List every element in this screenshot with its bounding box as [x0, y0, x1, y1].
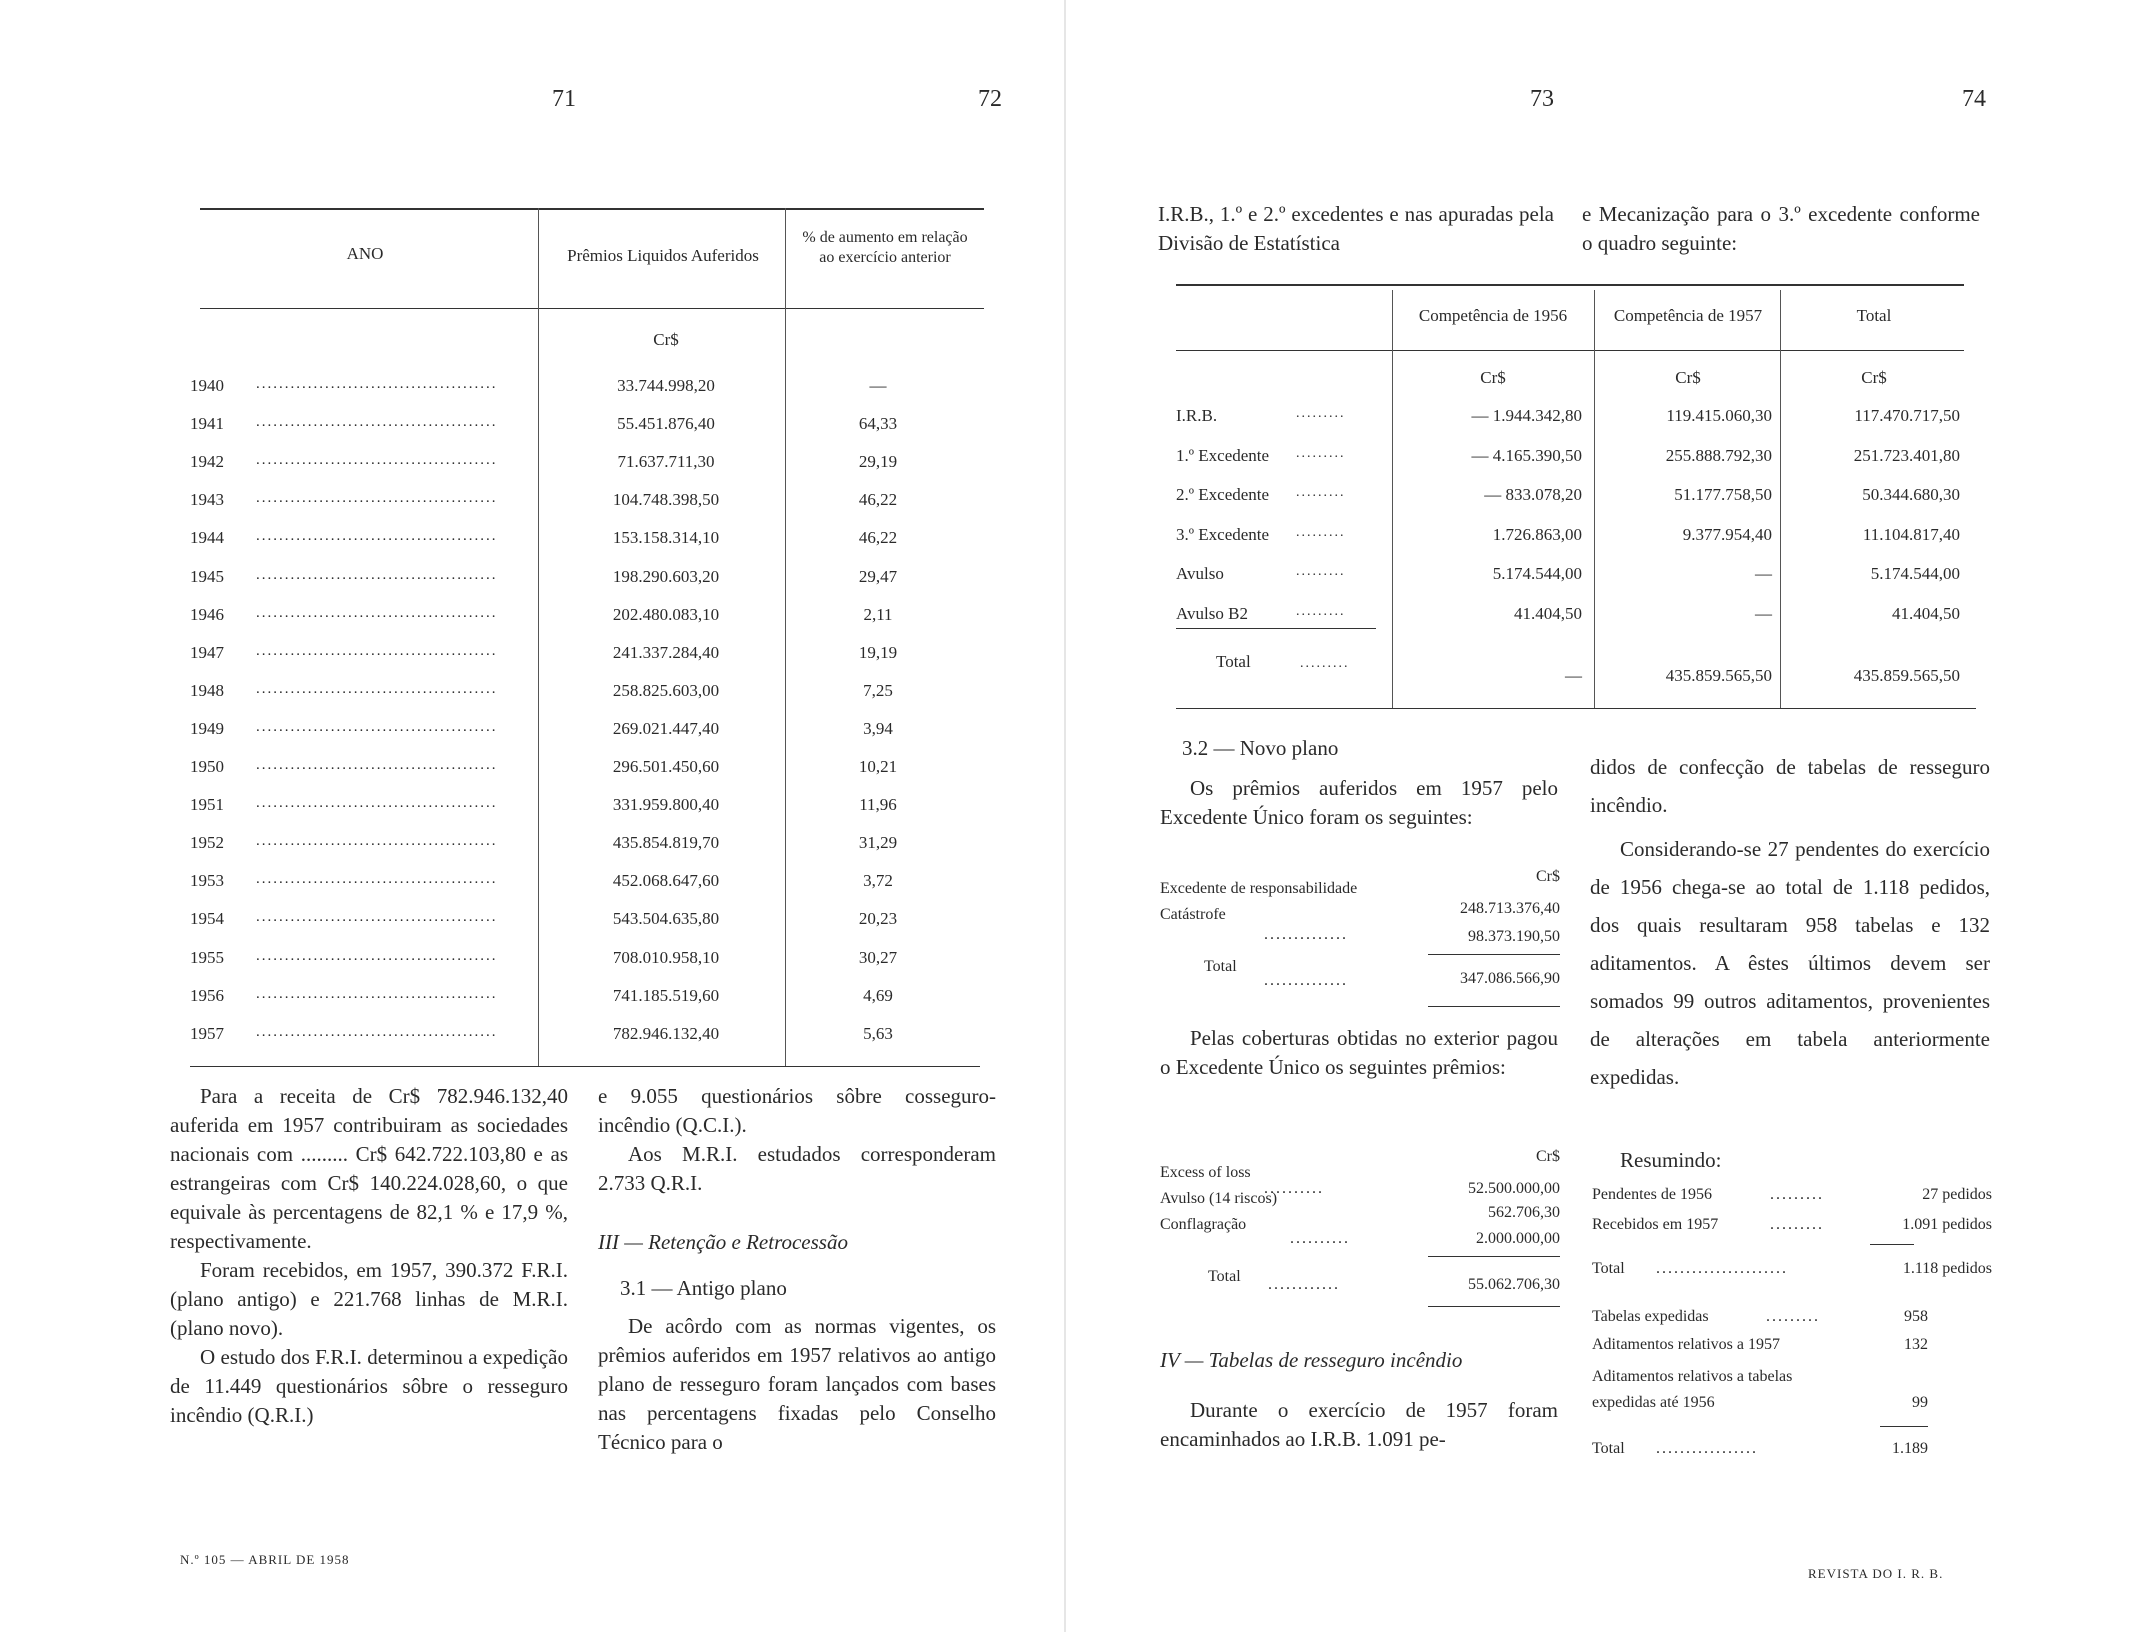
- leader-dots: ..........................................: [256, 719, 498, 735]
- paragraph: De acôrdo com as normas vigentes, os prêmios auferidos em 1957 relativos ao antigo plano de resseguro foram lançados com bases nas percentagens fixadas pelo Conselho Técnico para o: [598, 1314, 996, 1454]
- col3-text-1: [1160, 774, 1558, 832]
- row-year: 1940: [190, 376, 224, 395]
- paragraph: Foram recebidos, em 1957, 390.372 F.R.I. (plano antigo) e 221.768 linhas de M.R.I. (plano novo).: [170, 1258, 568, 1340]
- row-total: 41.404,50: [1892, 604, 1960, 623]
- item-value: 52.500.000,00: [1468, 1180, 1560, 1197]
- header-1956: Competência de 1956: [1418, 306, 1568, 325]
- row-1956: — 833.078,20: [1484, 485, 1582, 504]
- paragraph: Durante o exercício de 1957 foram encaminhados ao I.R.B. 1.091 pe-: [1160, 1398, 1558, 1451]
- row-label: Avulso: [1176, 564, 1224, 583]
- leader-dots: ..........................................: [256, 681, 498, 697]
- row-premios: 55.451.876,40: [617, 414, 715, 433]
- paragraph: I.R.B., 1.º e 2.º excedentes e nas apuradas pela Divisão de Estatística: [1158, 202, 1554, 255]
- item-label: Tabelas expedidas: [1592, 1308, 1709, 1325]
- row-premios: 782.946.132,40: [612, 1024, 720, 1043]
- row-premios: 258.825.603,00: [612, 681, 720, 700]
- row-year: 1941: [190, 414, 224, 433]
- row-premios: 543.504.635,80: [612, 909, 720, 928]
- col2-text: [598, 1082, 996, 1198]
- total-label: Total: [1204, 958, 1237, 975]
- row-pct: 20,23: [858, 909, 898, 928]
- row-year: 1953: [190, 871, 224, 890]
- item-value: 958: [1904, 1308, 1928, 1325]
- page-number-74: 74: [1962, 86, 1986, 112]
- leader-dots: ..........................................: [256, 1024, 498, 1040]
- row-year: 1946: [190, 605, 224, 624]
- currency-label: Cr$: [1675, 368, 1701, 387]
- row-1957: 9.377.954,40: [1682, 525, 1772, 544]
- currency-label: Cr$: [1480, 368, 1506, 387]
- row-premios: 452.068.647,60: [612, 871, 720, 890]
- table-divider: [1392, 290, 1393, 708]
- leader-dots: ..........: [1290, 1230, 1350, 1247]
- row-pct: 7,25: [863, 681, 893, 700]
- row-year: 1948: [190, 681, 224, 700]
- footer-journal: REVISTA DO I. R. B.: [1808, 1566, 1944, 1581]
- leader-dots: .........: [1770, 1216, 1824, 1233]
- row-label: 3.º Excedente: [1176, 525, 1270, 544]
- row-pct: 2,11: [863, 605, 893, 624]
- table-bottom-rule: [1176, 708, 1976, 709]
- subsection-3-1: 3.1 — Antigo plano: [620, 1276, 787, 1300]
- header-1957: Competência de 1957: [1613, 306, 1763, 325]
- item-value: 27 pedidos: [1922, 1186, 1992, 1203]
- row-pct: 10,21: [858, 757, 898, 776]
- row-pct: 64,33: [858, 414, 898, 433]
- item-value: 99: [1912, 1394, 1928, 1411]
- row-year: 1950: [190, 757, 224, 776]
- row-pct: 4,69: [863, 986, 893, 1005]
- table-divider: [785, 208, 786, 1066]
- row-year: 1952: [190, 833, 224, 852]
- currency-label: Cr$: [1536, 1148, 1560, 1165]
- leader-dots: ..............: [1264, 972, 1348, 989]
- row-year: 1943: [190, 490, 224, 509]
- row-year: 1957: [190, 1024, 224, 1043]
- leader-dots: .........: [1296, 406, 1346, 421]
- total-label: Total: [1592, 1260, 1625, 1277]
- row-premios: 296.501.450,60: [612, 757, 720, 776]
- table-divider: [1780, 290, 1781, 708]
- col3-text-2: [1160, 1024, 1558, 1082]
- leader-dots: ..........................................: [256, 757, 498, 773]
- row-pct: 3,94: [863, 719, 893, 738]
- row-year: 1945: [190, 567, 224, 586]
- total-value: 347.086.566,90: [1460, 970, 1560, 987]
- row-pct: 46,22: [858, 490, 898, 509]
- row-1957: 119.415.060,30: [1666, 406, 1772, 425]
- table-divider: [538, 208, 539, 1066]
- row-1956: 1.726.863,00: [1492, 525, 1582, 544]
- table-subtotal-rule: [1176, 628, 1376, 629]
- item-label: Pendentes de 1956: [1592, 1186, 1712, 1203]
- row-pct: 29,47: [858, 567, 898, 586]
- leader-dots: ......................: [1656, 1260, 1788, 1277]
- row-1956: — 4.165.390,50: [1471, 446, 1582, 465]
- row-pct: 31,29: [858, 833, 898, 852]
- row-year: 1951: [190, 795, 224, 814]
- item-value: 98.373.190,50: [1468, 928, 1560, 945]
- col3-text-3: [1160, 1396, 1558, 1454]
- page-number-72: 72: [978, 86, 1002, 112]
- item-value: 562.706,30: [1488, 1204, 1560, 1221]
- row-premios: 104.748.398,50: [612, 490, 720, 509]
- row-year: 1942: [190, 452, 224, 471]
- row-premios: 241.337.284,40: [612, 643, 720, 662]
- leader-dots: ..........................................: [256, 376, 498, 392]
- row-total: 251.723.401,80: [1853, 446, 1960, 465]
- header-ano: ANO: [346, 244, 384, 263]
- row-total: 5.174.544,00: [1870, 564, 1960, 583]
- row-total: 50.344.680,30: [1862, 485, 1960, 504]
- currency-label: Cr$: [653, 330, 679, 349]
- row-1956: 41.404,50: [1514, 604, 1582, 623]
- row-year: 1944: [190, 528, 224, 547]
- item-value: 2.000.000,00: [1476, 1230, 1560, 1247]
- row-pct: —: [869, 376, 887, 395]
- leader-dots: ..........................................: [256, 490, 498, 506]
- sum-rule: [1880, 1426, 1928, 1427]
- row-pct: 46,22: [858, 528, 898, 547]
- col4-top: [1582, 200, 1980, 258]
- row-premios: 153.158.314,10: [612, 528, 720, 547]
- leader-dots: ..........................................: [256, 948, 498, 964]
- item-label: Catástrofe: [1160, 906, 1226, 923]
- header-premios: Prêmios Liquidos Auferidos: [567, 246, 759, 265]
- item-label: Avulso (14 riscos): [1160, 1190, 1278, 1207]
- row-year: 1954: [190, 909, 224, 928]
- leader-dots: ..........................................: [256, 528, 498, 544]
- total-value: 1.118 pedidos: [1902, 1260, 1992, 1277]
- sum-rule: [1428, 954, 1560, 955]
- row-premios: 435.854.819,70: [612, 833, 720, 852]
- row-label: Total: [1216, 652, 1251, 671]
- row-label: 2.º Excedente: [1176, 485, 1270, 504]
- total-total: 435.859.565,50: [1853, 666, 1960, 685]
- header-total: Total: [1856, 306, 1892, 325]
- leader-dots: .........: [1296, 485, 1346, 500]
- resumindo-label: Resumindo:: [1620, 1148, 1722, 1172]
- paragraph: e Mecanização para o 3.º excedente conforme o quadro seguinte:: [1582, 202, 1980, 255]
- row-year: 1949: [190, 719, 224, 738]
- section-heading-iv: IV — Tabelas de resseguro incêndio: [1160, 1348, 1463, 1372]
- leader-dots: ..........................................: [256, 795, 498, 811]
- leader-dots: .........: [1300, 656, 1350, 671]
- header-pct: % de aumento em relação ao exercício anterior: [802, 229, 968, 266]
- page-number-73: 73: [1530, 86, 1554, 112]
- row-label: I.R.B.: [1176, 406, 1218, 425]
- row-pct: 11,96: [859, 795, 897, 814]
- item-label: Conflagração: [1160, 1216, 1247, 1233]
- leader-dots: .........: [1296, 604, 1346, 619]
- item-value: 132: [1904, 1336, 1928, 1353]
- row-premios: 269.021.447,40: [612, 719, 720, 738]
- row-premios: 708.010.958,10: [612, 948, 720, 967]
- row-label: Avulso B2: [1176, 604, 1248, 623]
- leader-dots: ..........................................: [256, 871, 498, 887]
- leader-dots: .........: [1296, 564, 1346, 579]
- page-fold: [1064, 0, 1066, 1632]
- table-divider: [1594, 290, 1595, 708]
- leader-dots: ..........................................: [256, 414, 498, 430]
- paragraph: Pelas coberturas obtidas no exterior pagou o Excedente Único os seguintes prêmios:: [1160, 1026, 1558, 1079]
- table-bottom-rule: [190, 1066, 980, 1067]
- sum-rule: [1870, 1244, 1914, 1245]
- row-pct: 19,19: [858, 643, 898, 662]
- leader-dots: ............: [1268, 1276, 1340, 1293]
- col4-text-1: [1590, 748, 1990, 1096]
- row-total: 117.470.717,50: [1854, 406, 1960, 425]
- paragraph: O estudo dos F.R.I. determinou a expedição de 11.449 questionários sôbre o resseguro incêndio (Q.R.I.): [170, 1345, 568, 1427]
- row-premios: 741.185.519,60: [612, 986, 720, 1005]
- item-label: Aditamentos relativos a tabelas expedidas até 1956: [1592, 1368, 1793, 1411]
- row-premios: 331.959.800,40: [612, 795, 720, 814]
- paragraph: Os prêmios auferidos em 1957 pelo Excedente Único foram os seguintes:: [1160, 776, 1558, 829]
- row-premios: 202.480.083,10: [612, 605, 720, 624]
- row-pct: 5,63: [863, 1024, 893, 1043]
- row-premios: 198.290.603,20: [612, 567, 720, 586]
- leader-dots: .........: [1770, 1186, 1824, 1203]
- table-top-rule: [200, 208, 984, 210]
- row-premios: 33.744.998,20: [617, 376, 715, 395]
- leader-dots: ..........: [1264, 1180, 1324, 1197]
- footer-issue: N.º 105 — ABRIL DE 1958: [180, 1552, 350, 1567]
- table-top-rule: [1176, 284, 1964, 286]
- item-label: Aditamentos relativos a 1957: [1592, 1336, 1780, 1353]
- item-label: Excedente de responsabilidade: [1160, 880, 1358, 897]
- col2-text-2: [598, 1312, 996, 1457]
- row-year: 1956: [190, 986, 224, 1005]
- leader-dots: ..........................................: [256, 909, 498, 925]
- sum-rule: [1428, 1306, 1560, 1307]
- paragraph: e 9.055 questionários sôbre cosseguro-incêndio (Q.C.I.).: [598, 1084, 996, 1137]
- leader-dots: ..........................................: [256, 833, 498, 849]
- item-value: 1.091 pedidos: [1902, 1216, 1992, 1233]
- leader-dots: ..............: [1264, 926, 1348, 943]
- leader-dots: ..........................................: [256, 452, 498, 468]
- row-year: 1947: [190, 643, 224, 662]
- row-1957: 255.888.792,30: [1665, 446, 1772, 465]
- leader-dots: ..........................................: [256, 986, 498, 1002]
- item-label: Excess of loss: [1160, 1164, 1251, 1181]
- leader-dots: ..........................................: [256, 567, 498, 583]
- row-pct: 29,19: [858, 452, 898, 471]
- table-header-rule: [1176, 350, 1964, 351]
- currency-label: Cr$: [1861, 368, 1887, 387]
- table-header-rule: [200, 308, 984, 309]
- row-1956: — 1.944.342,80: [1471, 406, 1582, 425]
- row-premios: 71.637.711,30: [617, 452, 715, 471]
- row-1957: —: [1755, 564, 1772, 583]
- sum-rule: [1428, 1006, 1560, 1007]
- row-pct: 30,27: [858, 948, 898, 967]
- paragraph: didos de confecção de tabelas de resseguro incêndio.: [1590, 755, 1990, 817]
- leader-dots: ..........................................: [256, 605, 498, 621]
- item-label: Recebidos em 1957: [1592, 1216, 1719, 1233]
- page-number-71: 71: [552, 86, 576, 112]
- row-total: 11.104.817,40: [1862, 525, 1960, 544]
- leader-dots: ..........................................: [256, 643, 498, 659]
- total-label: Total: [1592, 1440, 1625, 1457]
- total-value: 55.062.706,30: [1468, 1276, 1560, 1293]
- row-1957: —: [1755, 604, 1772, 623]
- row-pct: 3,72: [863, 871, 893, 890]
- leader-dots: .........: [1766, 1308, 1820, 1325]
- paragraph: Para a receita de Cr$ 782.946.132,40 auferida em 1957 contribuiram as sociedades nacionais com ......... Cr$ 642.722.103,80 e as estrangeiras com Cr$ 140.224.028,60, o que equivale às percentagens de 82,1 % e 17,9 %, respectivamente.: [170, 1084, 568, 1253]
- total-label: Total: [1208, 1268, 1241, 1285]
- section-heading-iii: III — Retenção e Retrocessão: [598, 1230, 848, 1254]
- row-1957: 51.177.758,50: [1674, 485, 1772, 504]
- leader-dots: .........: [1296, 525, 1346, 540]
- subsection-3-2: 3.2 — Novo plano: [1182, 736, 1339, 760]
- row-1956: 5.174.544,00: [1492, 564, 1582, 583]
- col3-top: [1158, 200, 1554, 258]
- row-label: 1.º Excedente: [1176, 446, 1270, 465]
- total-1957: 435.859.565,50: [1665, 666, 1772, 685]
- leader-dots: .........: [1296, 446, 1346, 461]
- currency-label: Cr$: [1536, 868, 1560, 885]
- sum-rule: [1428, 1256, 1560, 1257]
- item-value: 248.713.376,40: [1460, 900, 1560, 917]
- leader-dots: .................: [1656, 1440, 1758, 1457]
- paragraph: Aos M.R.I. estudados corresponderam 2.733 Q.R.I.: [598, 1142, 996, 1195]
- paragraph: Considerando-se 27 pendentes do exercício de 1956 chega-se ao total de 1.118 pedidos, dos quais resultaram 958 tabelas e 132 aditamentos. A êstes últimos devem ser somados 99 outros aditamentos, provenientes de alterações em tabela anteriormente expedidas.: [1590, 837, 1990, 1089]
- row-year: 1955: [190, 948, 224, 967]
- total-value: 1.189: [1892, 1440, 1928, 1457]
- col1-text: [170, 1082, 568, 1430]
- total-1956: —: [1565, 666, 1582, 685]
